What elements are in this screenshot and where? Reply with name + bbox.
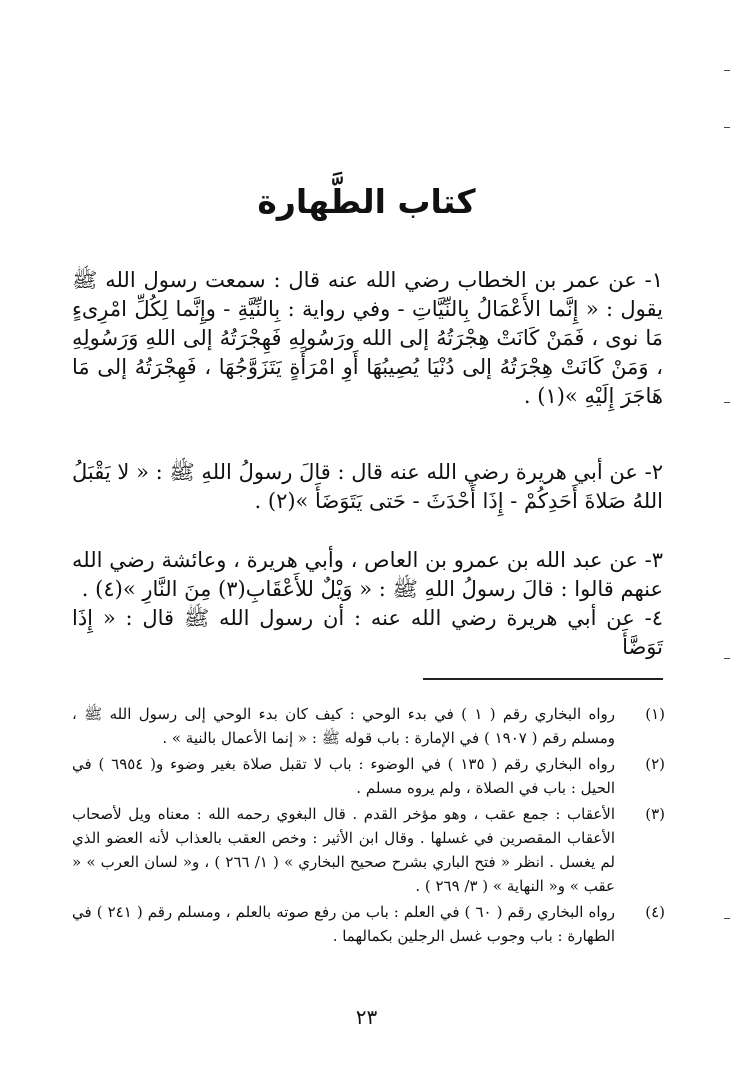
- footnote-text: رواه البخاري رقم ( ١ ) في بدء الوحي : كيف كان بدء الوحي إلى رسول الله ﷺ ، ومسلم رقم ( ١٩٠٧ ) في الإمارة : باب قوله ﷺ : « إنما الأعمال بالنية » .: [72, 705, 615, 747]
- page-number: ٢٣: [355, 1005, 378, 1029]
- footnote: [72, 900, 671, 948]
- edge-mark: [724, 70, 730, 71]
- footnote: [72, 802, 671, 898]
- footnote-number: (٢): [645, 755, 665, 773]
- footnotes: [72, 702, 671, 950]
- footnote-divider: [423, 678, 663, 680]
- footnote-number: (٣): [645, 805, 665, 823]
- hadith-paragraph-1: ١- عن عمر بن الخطاب رضي الله عنه قال : سمعت رسول الله ﷺ يقول : « إِنَّما الأَعْمَالُ بِالنِّيَّاتِ - وفي رواية : بِالنِّيَّةِ - وإِنَّما لِكُلِّ امْرِىءٍ مَا نوى ، فَمَنْ كَانَتْ هِجْرَتُهُ إلى الله ورَسُولِهِ فَهِجْرَتُهُ إلى اللهِ وَرَسُولِهِ ، وَمَنْ كَانَتْ هِجْرَتُهُ إلى دُنْيَا يُصِيبُهَا أَوِ امْرَأَةٍ يَتَزَوَّجُهَا ، فَهِجْرَتُهُ إلى مَا هَاجَرَ إِلَيْهِ »(١) .: [72, 268, 663, 408]
- chapter-title: كتاب الطَّهارة: [257, 182, 476, 221]
- footnote: [72, 752, 671, 800]
- footnote-text: الأعقاب : جمع عقب ، وهو مؤخر القدم . قال البغوي رحمه الله : معناه ويل لأصحاب الأعقاب المقصرين في غسلها . وقال ابن الأثير : وخص العقب بالعذاب لأنه العضو الذي لم يغسل . انظر « فتح الباري بشرح صحيح البخاري » ( ١/ ٢٦٦ ) ، و« لسان العرب » « عقب » و« النهاية » ( ٣/ ٢٦٩ ) .: [72, 805, 615, 895]
- hadith-paragraph-4: ٤- عن أبي هريرة رضي الله عنه : أن رسول الله ﷺ قال : « إِذَا تَوَضَّأَ: [72, 606, 663, 659]
- edge-mark: [724, 402, 730, 403]
- edge-mark: [724, 658, 730, 659]
- hadith-paragraph-2: ٢- عن أبي هريرة رضي الله عنه قال : قالَ رسولُ اللهِ ﷺ : « لا يَقْبَلُ اللهُ صَلاةَ أَحَدِكُمْ - إِذَا أَحْدَثَ - حَتى يَتَوَضَأَ »(٢) .: [72, 460, 663, 513]
- footnote-text: رواه البخاري رقم ( ٦٠ ) في العلم : باب من رفع صوته بالعلم ، ومسلم رقم ( ٢٤١ ) في الطهارة : باب وجوب غسل الرجلين بكمالهما .: [72, 903, 615, 945]
- footnote-number: (٤): [645, 903, 665, 921]
- hadith-paragraph-3: ٣- عن عبد الله بن عمرو بن العاص ، وأبي هريرة ، وعائشة رضي الله عنهم قالوا : قالَ رسولُ اللهِ ﷺ : « وَيْلٌ للأَعْقَابِ(٣) مِنَ النَّارِ »(٤) .: [72, 548, 663, 601]
- footnote-number: (١): [645, 705, 665, 723]
- edge-mark: [724, 918, 730, 919]
- edge-mark: [724, 127, 730, 128]
- footnote-text: رواه البخاري رقم ( ١٣٥ ) في الوضوء : باب لا تقبل صلاة بغير وضوء و( ٦٩٥٤ ) في الحيل : باب في الصلاة ، ولم يروه مسلم .: [72, 755, 615, 797]
- footnote: [72, 702, 671, 750]
